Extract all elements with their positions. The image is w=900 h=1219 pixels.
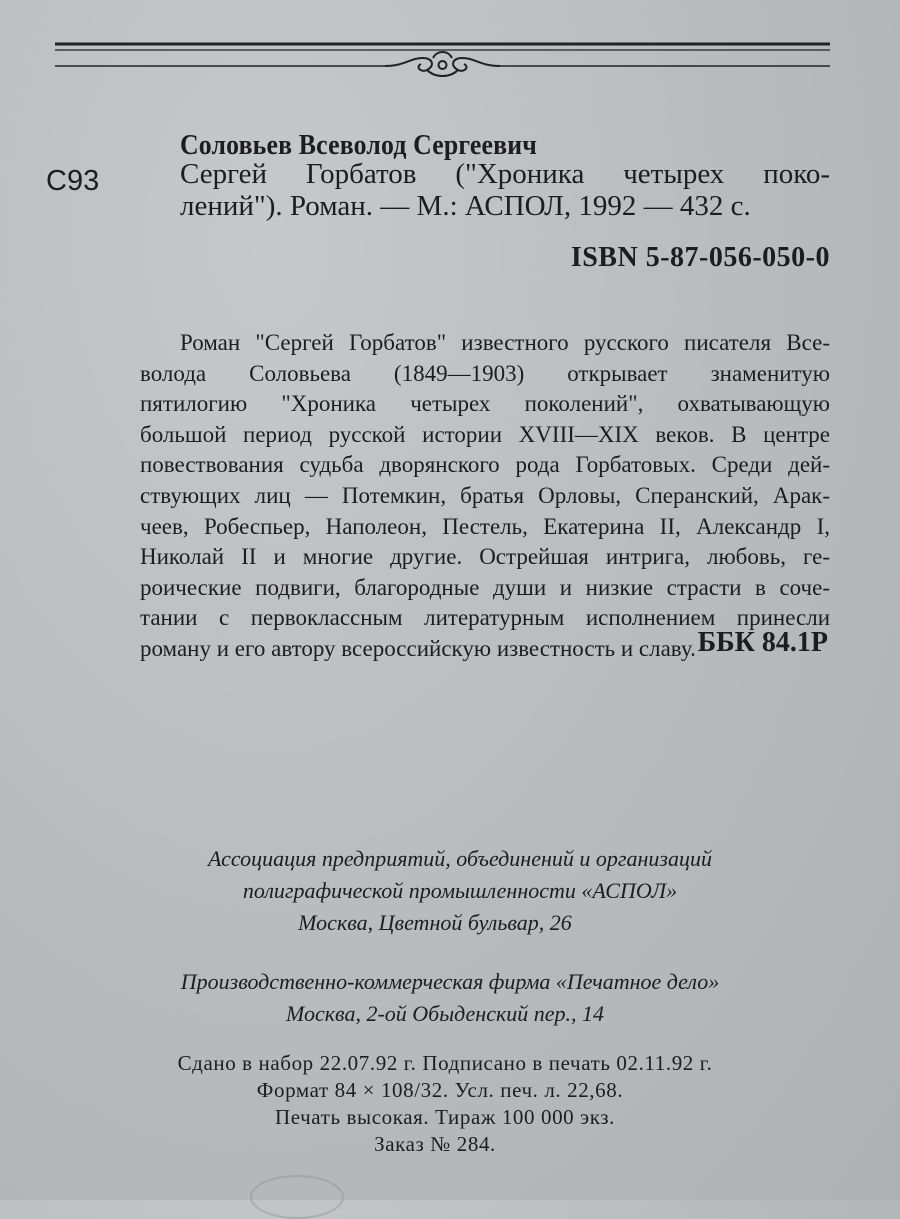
publisher-printing-house bbox=[0, 966, 900, 1030]
publisher-line: Производственно-коммерческая фирма «Печатное дело» bbox=[180, 969, 720, 994]
annotation-line: роману и его автору всероссийскую известность и славу. bbox=[140, 635, 696, 661]
annotation-line: пятилогию "Хроника четырех поколений", охватывающую bbox=[140, 391, 830, 417]
annotation-line: чеев, Робеспьер, Наполеон, Пестель, Екатерина II, Александр I, bbox=[140, 513, 830, 539]
imprint-line: Формат 84 × 108/32. Усл. печ. л. 22,68. bbox=[256, 1078, 624, 1102]
publisher-address: Москва, 2-ой Обыденский пер., 14 bbox=[285, 1001, 605, 1026]
annotation-line: волода Соловьева (1849—1903) открывает знаменитую bbox=[140, 360, 830, 386]
bbk-classification: ББК 84.1Р bbox=[697, 627, 828, 658]
publisher-line: Ассоциация предприятий, объединений и организаций bbox=[208, 846, 712, 871]
annotation-paragraph bbox=[140, 328, 830, 665]
imprint-line: Заказ № 284. bbox=[374, 1132, 496, 1156]
imprint-line: Сдано в набор 22.07.92 г. Подписано в печать 02.11.92 г. bbox=[177, 1051, 713, 1075]
print-imprint bbox=[0, 1050, 900, 1158]
annotation-line: повествования судьба дворянского рода Горбатовых. Среди дей- bbox=[140, 452, 830, 478]
annotation-line: Роман "Сергей Горбатов" известного русского писателя Все- bbox=[180, 330, 830, 355]
annotation-line: тании с первоклассным литературным исполнением принесли bbox=[140, 605, 830, 631]
paper-stain bbox=[250, 1175, 344, 1219]
annotation-line: Николай II и многие другие. Острейшая интрига, любовь, ге- bbox=[140, 544, 830, 570]
decorative-ornament bbox=[55, 36, 830, 96]
publisher-line: полиграфической промышленности «АСПОЛ» bbox=[242, 878, 678, 903]
imprint-line: Печать высокая. Тираж 100 000 экз. bbox=[274, 1105, 616, 1129]
publisher-address: Москва, Цветной бульвар, 26 bbox=[298, 910, 572, 935]
isbn: ISBN 5-87-056-050-0 bbox=[570, 242, 830, 273]
annotation-line: большой период русской истории XVIII—XIX веков. В центре bbox=[140, 421, 830, 447]
bibliographic-record bbox=[180, 158, 830, 222]
annotation-line: ствующих лиц — Потемкин, братья Орловы, Сперанский, Арак- bbox=[140, 482, 830, 508]
bibliographic-line: лений"). Роман. — М.: АСПОЛ, 1992 — 432 с. bbox=[180, 190, 751, 222]
publisher-association bbox=[0, 843, 900, 939]
book-author: Соловьев Всеволод Сергеевич bbox=[180, 130, 538, 161]
bibliographic-line: Сергей Горбатов ("Хроника четырех поко- bbox=[180, 158, 830, 190]
library-code: С93 bbox=[46, 165, 100, 197]
annotation-line: роические подвиги, благородные души и низкие страсти в соче- bbox=[140, 574, 830, 600]
